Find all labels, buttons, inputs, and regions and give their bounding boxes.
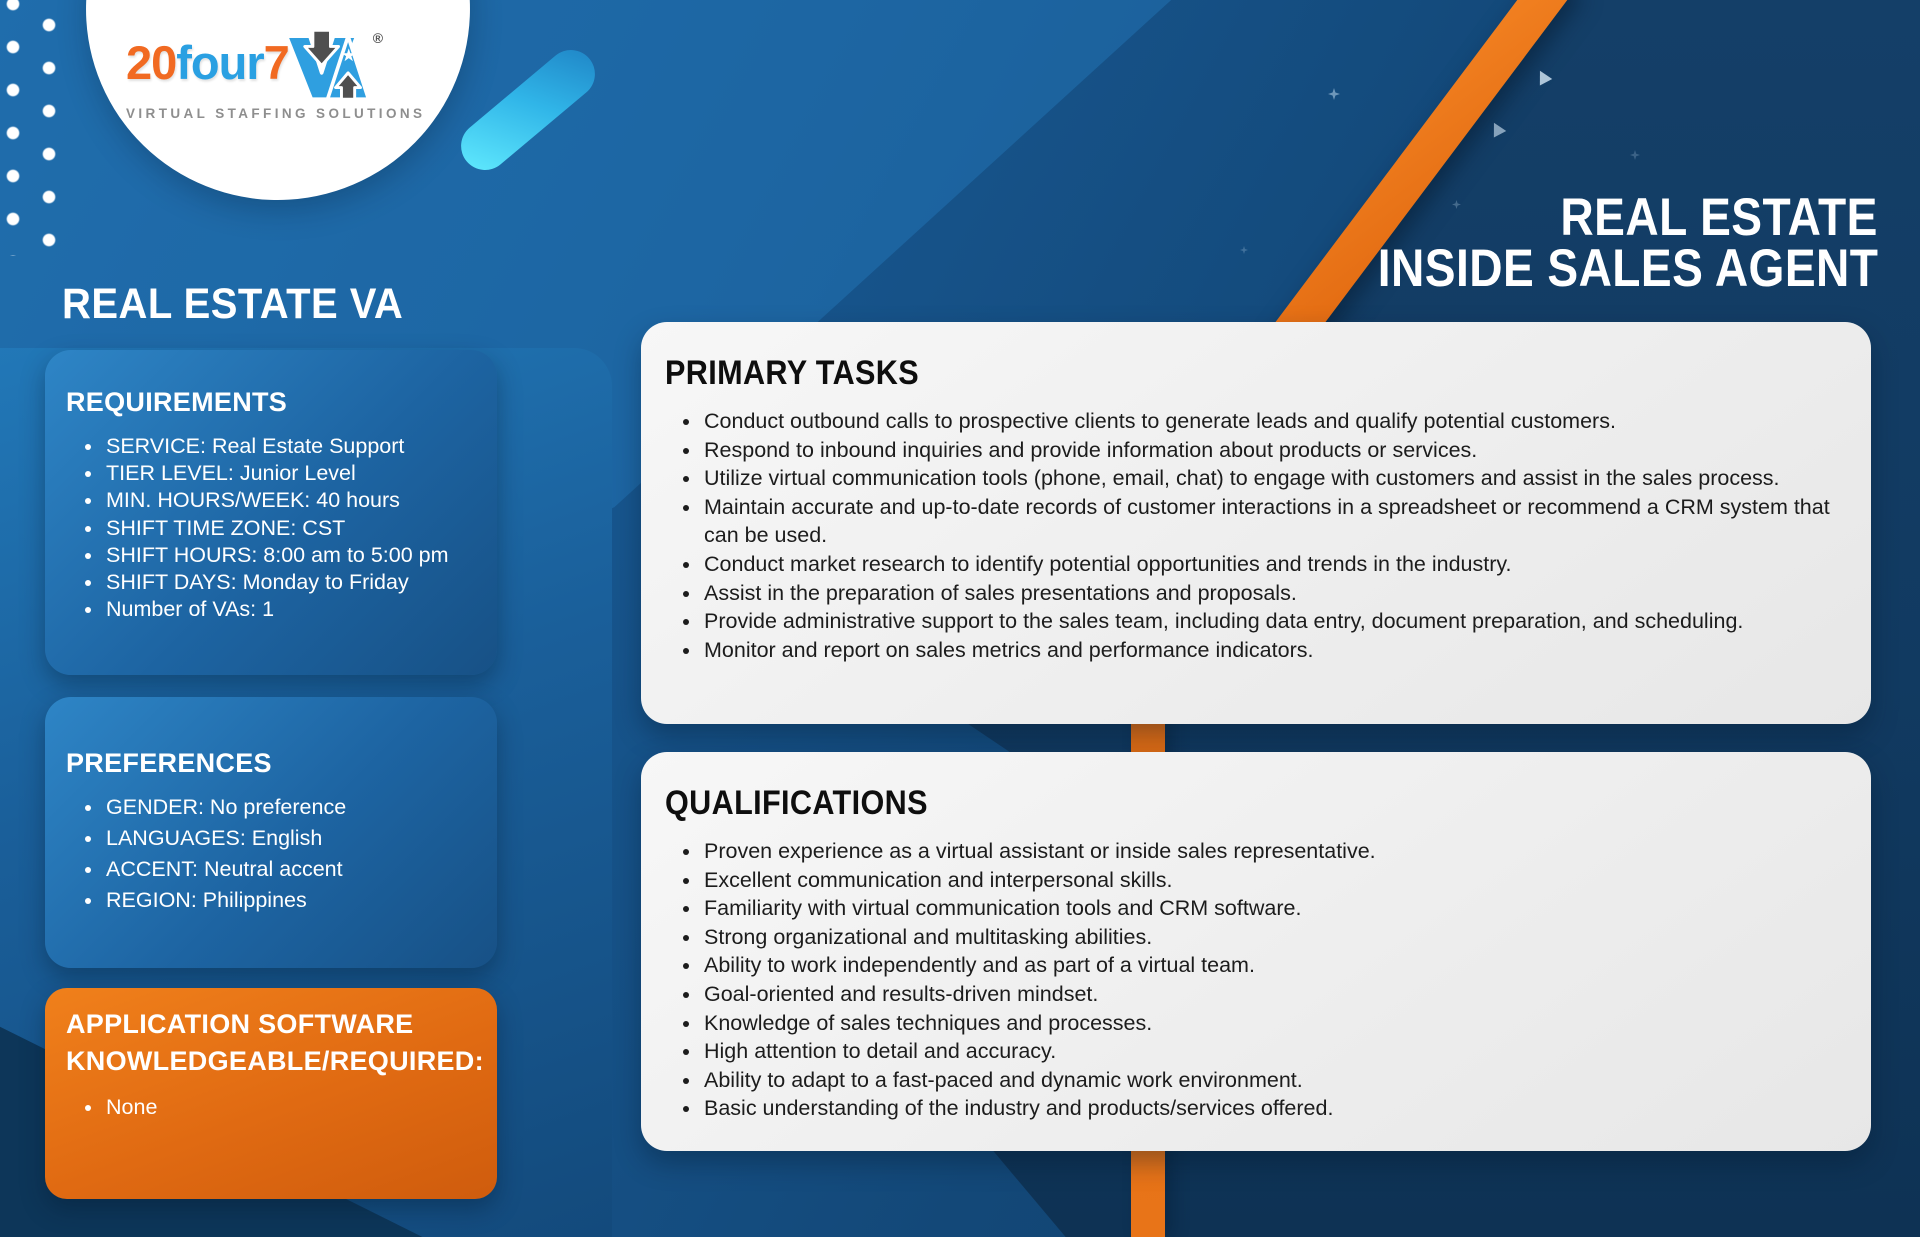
bullet-item: • Maintain accurate and up-to-date records of customer interactions in a spreadsheet or recommend a CRM system that can be used. (702, 493, 1843, 550)
bullet-item: • Monitor and report on sales metrics and performance indicators. (702, 636, 1843, 665)
software-list (66, 1093, 477, 1121)
qualifications-heading: QUALIFICATIONS (665, 784, 928, 822)
bullet-item: • Strong organizational and multitasking abilities. (702, 923, 1843, 952)
bullet-item: • LANGUAGES: English (104, 823, 477, 854)
page-title-line2: INSIDE SALES AGENT (1377, 239, 1878, 298)
bullet-item: • GENDER: No preference (104, 792, 477, 823)
dot-pattern (0, 0, 64, 256)
bullet-item: • ACCENT: Neutral accent (104, 854, 477, 885)
bullet-item: • Conduct market research to identify potential opportunities and trends in the industry. (702, 550, 1843, 579)
bullet-item: • Goal-oriented and results-driven mindset. (702, 980, 1843, 1009)
registered-mark: ® (372, 30, 384, 46)
bullet-item: • SHIFT DAYS: Monday to Friday (104, 569, 477, 596)
company-logo (126, 28, 426, 121)
page-title-left: REAL ESTATE VA (62, 280, 404, 328)
bullet-item: • Ability to adapt to a fast-paced and dynamic work environment. (702, 1066, 1843, 1095)
preferences-card (45, 697, 497, 968)
bullet-item: • SHIFT TIME ZONE: CST (104, 515, 477, 542)
star-sparkle-icon (1328, 88, 1340, 100)
requirements-list (66, 433, 477, 623)
bullet-item: • MIN. HOURS/WEEK: 40 hours (104, 487, 477, 514)
primary-tasks-list (665, 407, 1843, 664)
bullet-item: • Conduct outbound calls to prospective clients to generate leads and qualify potential customers. (702, 407, 1843, 436)
preferences-heading: PREFERENCES (66, 748, 272, 778)
page-title-right (1303, 188, 1878, 298)
bullet-item: • Provide administrative support to the sales team, including data entry, document preparation, and scheduling. (702, 607, 1843, 636)
bullet-item: • Knowledge of sales techniques and processes. (702, 1009, 1843, 1038)
bullet-item: • Familiarity with virtual communication tools and CRM software. (702, 894, 1843, 923)
bullet-item: • Basic understanding of the industry and products/services offered. (702, 1094, 1843, 1123)
software-heading-line1: APPLICATION SOFTWARE (66, 1009, 414, 1039)
logo-text: 20four7 (126, 36, 289, 89)
bullet-item: • Number of VAs: 1 (104, 596, 477, 623)
page-title-line1: REAL ESTATE (1560, 188, 1878, 247)
bullet-item: • Ability to work independently and as part of a virtual team. (702, 951, 1843, 980)
requirements-heading: REQUIREMENTS (66, 387, 288, 417)
bullet-item: • None (104, 1093, 477, 1121)
primary-tasks-card (641, 322, 1871, 724)
star-sparkle-icon (1240, 246, 1248, 254)
software-heading-line2: KNOWLEDGEABLE/REQUIRED: (66, 1046, 484, 1076)
qualifications-card (641, 752, 1871, 1151)
bullet-item: • Utilize virtual communication tools (phone, email, chat) to engage with customers and assist in the sales process. (702, 464, 1843, 493)
bullet-item: • REGION: Philippines (104, 885, 477, 916)
software-card (45, 988, 497, 1199)
bullet-item: • Assist in the preparation of sales presentations and proposals. (702, 579, 1843, 608)
qualifications-list (665, 837, 1843, 1123)
bullet-item: • Respond to inbound inquiries and provide information about products or services. (702, 436, 1843, 465)
svg-text:★: ★ (340, 45, 357, 66)
requirements-card (45, 350, 497, 675)
bullet-item: • Proven experience as a virtual assistant or inside sales representative. (702, 837, 1843, 866)
va-house-logo-icon (285, 30, 373, 104)
bullet-item: • TIER LEVEL: Junior Level (104, 460, 477, 487)
software-heading (66, 1006, 484, 1080)
primary-tasks-heading: PRIMARY TASKS (665, 354, 920, 392)
bullet-item: • SERVICE: Real Estate Support (104, 433, 477, 460)
bullet-item: • Excellent communication and interpersonal skills. (702, 866, 1843, 895)
bullet-item: • SHIFT HOURS: 8:00 am to 5:00 pm (104, 542, 477, 569)
bullet-item: • High attention to detail and accuracy. (702, 1037, 1843, 1066)
preferences-list (66, 792, 477, 916)
logo-tagline: VIRTUAL STAFFING SOLUTIONS (126, 106, 426, 121)
logo-wordmark (126, 28, 426, 102)
